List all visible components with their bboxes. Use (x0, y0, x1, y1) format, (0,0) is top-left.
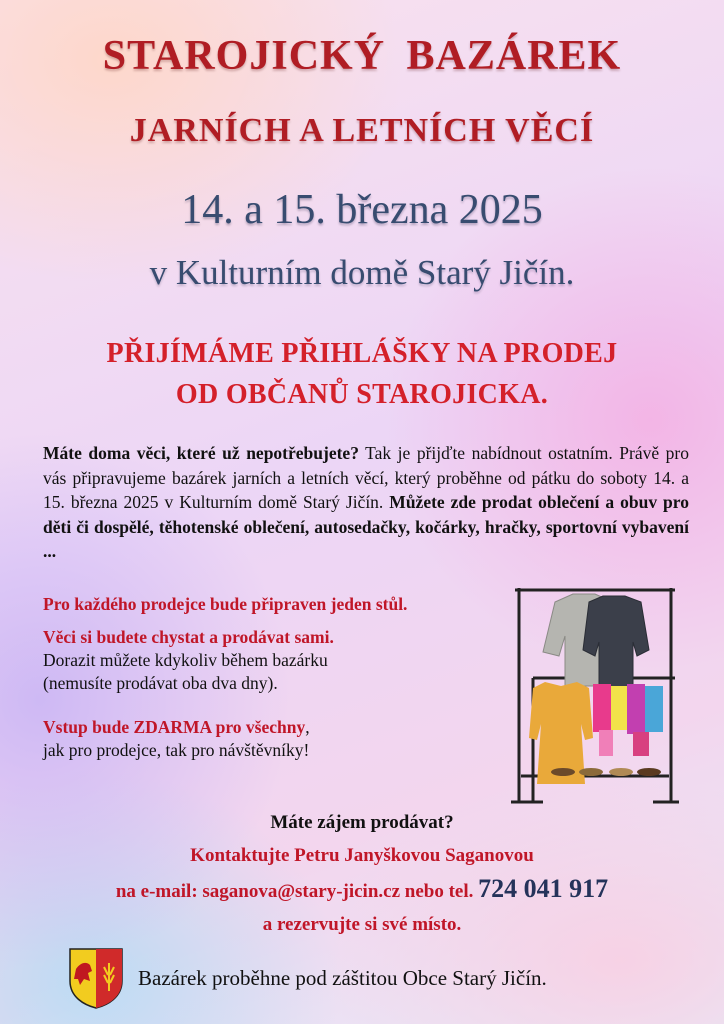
municipal-emblem-icon (68, 947, 124, 1009)
footer-patronage: Bazárek proběhne pod záštitou Obce Starý Jičín. (138, 966, 547, 990)
intro-items: Můžete zde prodat oblečení a obuv pro děti či dospělé, těhotenské oblečení, autosedačky, kočárky, hračky, sportovní vybavení ... (43, 492, 689, 561)
table-info (43, 593, 407, 616)
days-note-text: (nemusíte prodávat oba dva dny). (43, 673, 278, 693)
phone-label: nebo tel. (400, 881, 479, 902)
contact-person: Kontaktujte Petru Janyškovou Saganovou (190, 845, 534, 866)
poster-title: STAROJICKÝ BAZÁREK (102, 33, 622, 79)
email-link[interactable]: saganova@stary-jicin.cz (202, 881, 401, 902)
table-info-text: Pro každého prodejce bude připraven jeden stůl. (43, 594, 408, 614)
email-label: na e-mail: (115, 881, 203, 902)
entry-info (43, 716, 310, 762)
event-place: v Kulturním domě Starý Jičín. (149, 253, 575, 292)
call-line-1: PŘIJÍMÁME PŘIHLÁŠKY NA PRODEJ (106, 338, 618, 369)
clothes-rack-image (503, 580, 681, 812)
arrive-text: Dorazit můžete kdykoliv během bazárku (43, 650, 328, 670)
interest-question: Máte zájem prodávat? (270, 812, 454, 833)
call-line-2: OD OBČANŮ STAROJICKA. (175, 379, 549, 410)
intro-question: Máte doma věci, které už nepotřebujete? (43, 443, 359, 463)
contact-section (0, 806, 724, 941)
poster-subtitle: JARNÍCH A LETNÍCH VĚCÍ (129, 112, 595, 149)
entry-comma: , (305, 717, 310, 737)
intro-text: Tak je přijďte nabídnout ostatním. Právě pro vás připravujeme bazárek jarních a letních věcí, který proběhne od pátku do soboty 14. a 15. března 2025 v Kulturním domě Starý Jičín. (43, 443, 690, 512)
entry-free-text: Vstup bude ZDARMA pro všechny (43, 717, 306, 737)
reserve-text: a rezervujte si své místo. (262, 914, 462, 935)
for-whom-text: jak pro prodejce, tak pro návštěvníky! (43, 740, 310, 760)
phone-number[interactable]: 724 041 917 (478, 874, 609, 903)
top-garments (543, 594, 649, 688)
event-date: 14. a 15. března 2025 (181, 187, 543, 233)
intro-paragraph (43, 441, 689, 564)
selling-info (43, 626, 334, 695)
self-sell-text: Věci si budete chystat a prodávat sami. (43, 627, 334, 647)
